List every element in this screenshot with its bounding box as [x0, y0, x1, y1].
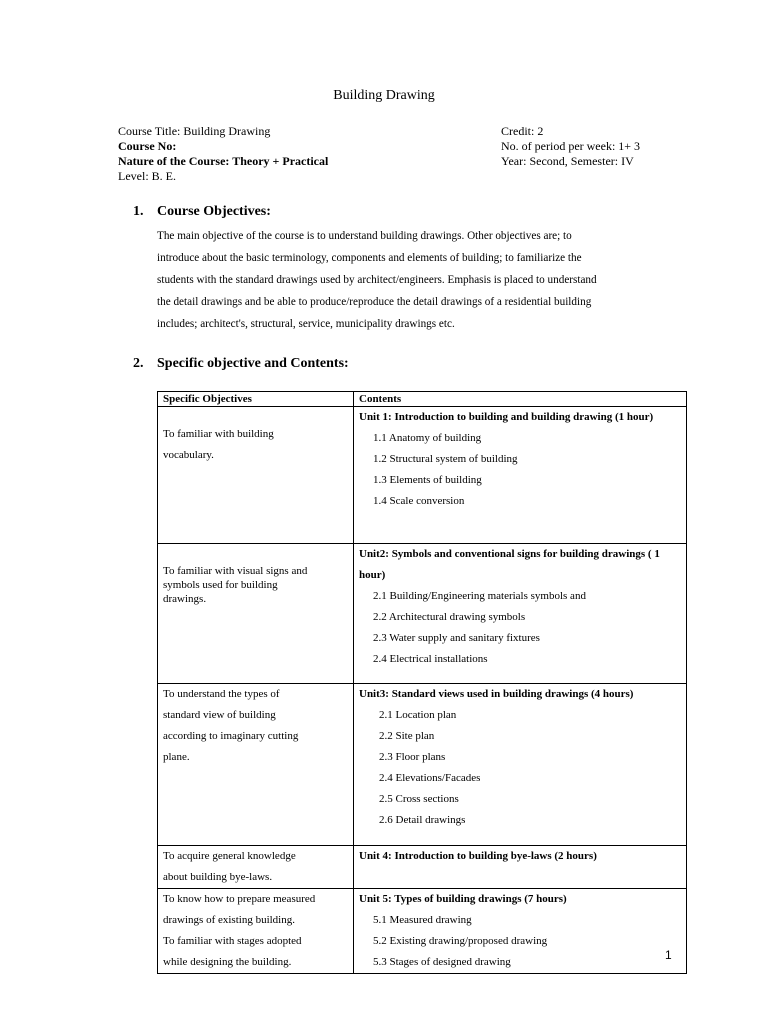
- content-item: 2.1 Location plan: [379, 709, 457, 721]
- section-title: Specific objective and Contents:: [157, 356, 349, 371]
- course-info-left: [118, 124, 328, 184]
- section-number: 2.: [133, 356, 144, 371]
- objective-line: drawings.: [163, 593, 207, 605]
- paragraph-line: students with the standard drawings used by architect/engineers. Emphasis is placed to understand: [157, 274, 597, 286]
- table-header-cell: Specific Objectives: [158, 392, 354, 407]
- content-item: 2.3 Water supply and sanitary fixtures: [373, 632, 540, 644]
- nature-line: Nature of the Course: Theory + Practical: [118, 154, 329, 168]
- unit-heading: Unit3: Standard views used in building drawings (4 hours): [359, 688, 634, 700]
- section-heading-contents: [133, 356, 349, 372]
- table-row: [158, 684, 687, 846]
- content-item: 2.4 Elevations/Facades: [379, 772, 481, 784]
- unit-heading: Unit2: Symbols and conventional signs for building drawings ( 1 hour): [359, 548, 660, 581]
- objective-line: To know how to prepare measured: [163, 893, 316, 905]
- table-row: [158, 846, 687, 889]
- objective-line: To understand the types of: [163, 688, 280, 700]
- contents-cell: [354, 684, 687, 846]
- content-item: 2.6 Detail drawings: [379, 814, 466, 826]
- content-item: 2.2 Architectural drawing symbols: [373, 611, 526, 623]
- paragraph-line: introduce about the basic terminology, components and elements of building; to familiarize the: [157, 252, 582, 264]
- paragraph-line: The main objective of the course is to understand building drawings. Other objectives are; to: [157, 230, 572, 242]
- objective-line: To familiar with building: [163, 428, 274, 440]
- level-line: Level: B. E.: [118, 169, 176, 183]
- contents-cell: [354, 407, 687, 544]
- content-item: 1.2 Structural system of building: [373, 453, 518, 465]
- content-item: 5.1 Measured drawing: [373, 914, 472, 926]
- objective-line: vocabulary.: [163, 449, 214, 461]
- content-item: 1.1 Anatomy of building: [373, 432, 482, 444]
- page-number: 1: [665, 948, 672, 962]
- content-item: 1.3 Elements of building: [373, 474, 482, 486]
- content-item: 2.1 Building/Engineering materials symbols and: [373, 590, 586, 602]
- table-row: [158, 889, 687, 974]
- content-item: 1.4 Scale conversion: [373, 495, 465, 507]
- section-title: Course Objectives:: [157, 204, 271, 219]
- section-heading-objectives: [133, 204, 271, 220]
- course-no-line: Course No:: [118, 139, 177, 153]
- objective-line: To familiar with visual signs and: [163, 565, 308, 577]
- table-row: [158, 544, 687, 684]
- objective-line: symbols used for building: [163, 579, 278, 591]
- content-item: 5.3 Stages of designed drawing: [373, 956, 511, 968]
- objective-line: about building bye-laws.: [163, 871, 273, 883]
- course-info-right: [501, 124, 640, 169]
- content-item: 5.2 Existing drawing/proposed drawing: [373, 935, 548, 947]
- objective-cell: [158, 684, 354, 846]
- objective-line: standard view of building: [163, 709, 276, 721]
- objective-line: plane.: [163, 751, 190, 763]
- objective-line: according to imaginary cutting: [163, 730, 299, 742]
- contents-cell: [354, 889, 687, 974]
- paragraph-line: includes; architect's, structural, service, municipality drawings etc.: [157, 318, 455, 330]
- table-header-cell: Contents: [354, 392, 687, 407]
- section-number: 1.: [133, 204, 144, 219]
- table-header-row: [158, 392, 687, 407]
- objective-cell: [158, 407, 354, 544]
- objectives-paragraph: [157, 225, 677, 335]
- credit-line: Credit: 2: [501, 124, 544, 138]
- unit-heading: Unit 4: Introduction to building bye-laws (2 hours): [359, 850, 597, 862]
- objective-line: To familiar with stages adopted: [163, 935, 302, 947]
- objective-line: To acquire general knowledge: [163, 850, 296, 862]
- unit-heading: Unit 5: Types of building drawings (7 hours): [359, 893, 567, 905]
- objective-cell: [158, 889, 354, 974]
- course-title-line: Course Title: Building Drawing: [118, 124, 271, 138]
- contents-cell: [354, 544, 687, 684]
- contents-table: [157, 391, 687, 974]
- content-item: 2.2 Site plan: [379, 730, 435, 742]
- objective-line: while designing the building.: [163, 956, 292, 968]
- document-title: Building Drawing: [333, 88, 435, 103]
- paragraph-line: the detail drawings and be able to produce/reproduce the detail drawings of a residential building: [157, 296, 592, 308]
- table-row: [158, 407, 687, 544]
- content-item: 2.5 Cross sections: [379, 793, 459, 805]
- content-item: 2.4 Electrical installations: [373, 653, 488, 665]
- year-line: Year: Second, Semester: IV: [501, 154, 634, 168]
- objective-line: drawings of existing building.: [163, 914, 295, 926]
- content-item: 2.3 Floor plans: [379, 751, 446, 763]
- objective-cell: [158, 846, 354, 889]
- unit-heading: Unit 1: Introduction to building and building drawing (1 hour): [359, 411, 654, 423]
- contents-cell: [354, 846, 687, 889]
- periods-line: No. of period per week: 1+ 3: [501, 139, 641, 153]
- objective-cell: [158, 544, 354, 684]
